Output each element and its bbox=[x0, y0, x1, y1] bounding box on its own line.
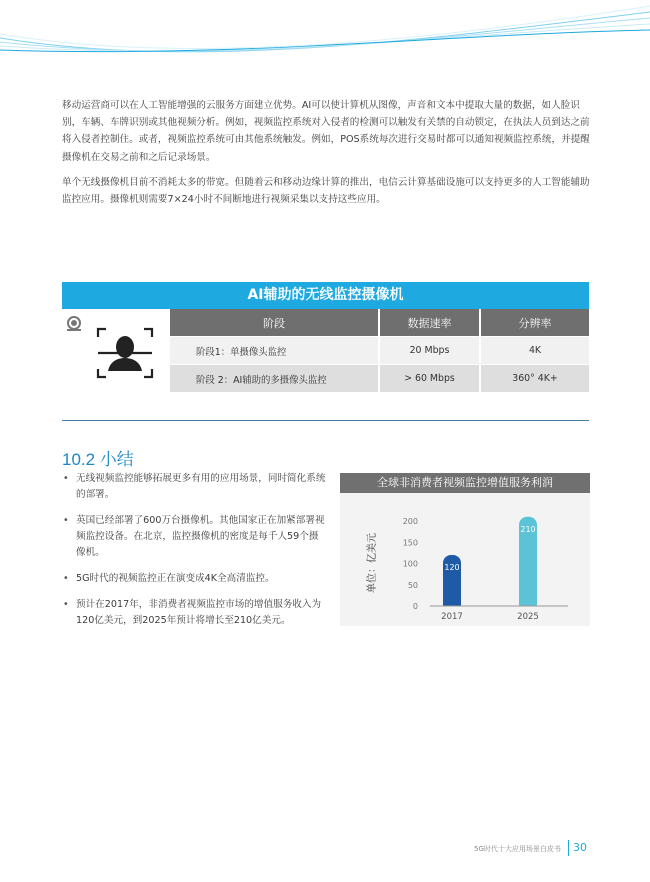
intro-paragraph-1: 移动运营商可以在人工智能增强的云服务方面建立优势。AI可以使计算机从图像，声音和文本中提取大量的数据，如人脸识别，车辆、车牌识别或其他视频分析。例如，视频监控系统对入侵者的检测可以触发有关禁的自动锁定，在执法人员到达之前将入侵者控制住。或者，视频监控系统可由其他系统触发。例如，POS系统每次进行交易时都可以通知视频监控系统，并提醒摄像机在交易之前和之后记录场景。 bbox=[62, 100, 590, 163]
row2-data-rate: > 60 Mbps bbox=[380, 365, 479, 392]
section-divider bbox=[62, 420, 589, 421]
camera-table bbox=[62, 282, 589, 393]
camera-illustration bbox=[62, 309, 170, 393]
header-wave-decoration bbox=[0, 0, 650, 70]
section-title: 10.2 小结 bbox=[62, 450, 134, 469]
security-camera-icon bbox=[67, 317, 81, 330]
y-tick-label: 0 bbox=[412, 602, 418, 611]
y-tick-label: 50 bbox=[407, 580, 418, 590]
header-stage: 阶段 bbox=[170, 309, 378, 336]
bar-base-2025 bbox=[519, 598, 537, 606]
table-row bbox=[170, 365, 589, 392]
list-item: • 预计在2017年，非消费者视频监控市场的增值服务收入为120亿美元，到2025年预计将增长至210亿美元。 bbox=[62, 597, 326, 629]
list-item: • 英国已经部署了600万台摄像机。其他国家正在加紧部署视频监控设备。在北京，监控摄像机的密度是每千人59个摄像机。 bbox=[62, 513, 326, 561]
y-tick-label: 100 bbox=[402, 559, 418, 569]
y-tick-label: 200 bbox=[402, 517, 418, 526]
y-axis-label: 单位：亿美元 bbox=[367, 533, 378, 593]
bar-base-2017 bbox=[443, 598, 461, 606]
list-item: • 5G时代的视频监控正在演变成4K全高清监控。 bbox=[62, 571, 326, 587]
header-data-rate: 数据速率 bbox=[380, 309, 479, 336]
row2-resolution: 360° 4K+ bbox=[481, 365, 589, 392]
y-tick-label: 150 bbox=[402, 538, 418, 548]
data-label: 210 bbox=[520, 524, 536, 534]
x-tick-label: 2017 bbox=[441, 612, 463, 622]
row1-resolution: 4K bbox=[481, 337, 589, 364]
footer-doc-title: 5G时代十大应用场景白皮书 bbox=[474, 845, 561, 853]
table-header-row bbox=[170, 309, 589, 336]
list-item: • 无线视频监控能够拓展更多有用的应用场景，同时简化系统的部署。 bbox=[62, 471, 326, 503]
footer-separator bbox=[568, 840, 569, 856]
row1-stage: 阶段1：单摄像头监控 bbox=[170, 337, 378, 364]
row2-stage: 阶段 2：AI辅助的多摄像头监控 bbox=[170, 365, 378, 392]
x-tick-label: 2025 bbox=[517, 612, 539, 622]
intro-paragraph-2: 单个无线摄像机目前不消耗太多的带宽。但随着云和移动边缘计算的推出，电信云计算基础设施可以支持更多的人工智能辅助监控应用。摄像机则需要7×24小时不间断地进行视频采集以支持这些应用。 bbox=[62, 177, 590, 206]
row1-data-rate: 20 Mbps bbox=[380, 337, 479, 364]
summary-list bbox=[62, 471, 326, 639]
chart-title: 全球非消费者视频监控增值服务利润 bbox=[340, 473, 590, 493]
table-title: AI辅助的无线监控摄像机 bbox=[62, 282, 589, 309]
table-row bbox=[170, 337, 589, 364]
data-label: 120 bbox=[444, 563, 460, 572]
page-number: 30 bbox=[573, 841, 587, 854]
revenue-chart bbox=[340, 473, 590, 626]
header-resolution: 分辨率 bbox=[481, 309, 589, 336]
chart-plot bbox=[340, 493, 590, 626]
